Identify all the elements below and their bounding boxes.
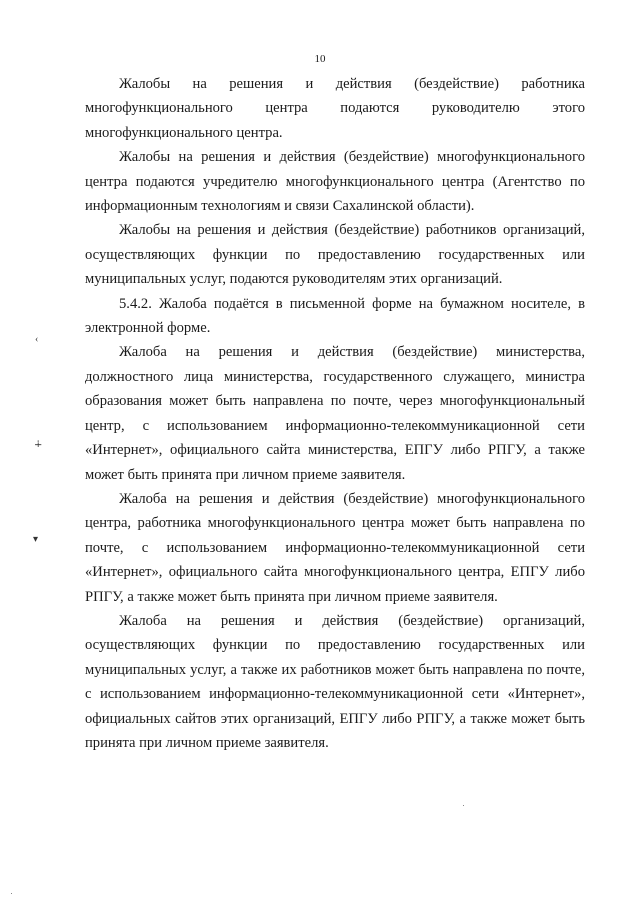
scan-speck	[463, 805, 464, 806]
scan-speck	[11, 893, 12, 894]
paragraph: Жалобы на решения и действия (бездействие) многофункционального центра подаются учредителю многофункционального центра (Агентство по информационным технологиям и связи Сахалинской области).	[85, 149, 585, 215]
paragraph: Жалобы на решения и действия (бездействие) работников организаций, осуществляющих функции по предоставлению государственных или муниципальных услуг, подаются руководителям этих организаций.	[85, 222, 585, 288]
paragraph: Жалоба на решения и действия (бездействие) министерства, должностного лица министерства, государственного служащего, министра образования может быть направлена по почте, через многофункциональный центр, с использованием информационно-телекоммуникационной сети «Интернет», официального сайта министерства, ЕПГУ либо РПГУ, а также может быть принята при личном приеме заявителя.	[85, 344, 585, 483]
margin-mark: ‹	[35, 334, 39, 345]
paragraph: Жалоба на решения и действия (бездействие) многофункционального центра, работника многофункционального центра может быть направлена по почте, с использованием информационно-телекоммуникационной сети «Интернет», официального сайта многофункционального центра, ЕПГУ либо РПГУ, а также может быть принята при личном приеме заявителя.	[85, 490, 585, 605]
paragraph: Жалобы на решения и действия (бездействие) работника многофункционального центра подаются руководителю этого многофункционального центра.	[85, 76, 585, 141]
page-number: 10	[314, 53, 326, 65]
margin-mark: ▾	[33, 534, 39, 545]
paragraph: Жалоба на решения и действия (бездействие) организаций, осуществляющих функции по предоставлению государственных или муниципальных услуг, а также их работников может быть направлена по почте, с использованием информационно-телекоммуникационной сети «Интернет», официальных сайтов этих организаций, ЕПГУ либо РПГУ, а также может быть принята при личном приеме заявителя.	[85, 612, 585, 751]
margin-mark: ∔	[34, 439, 43, 450]
paragraph: 5.4.2. Жалоба подаётся в письменной форме на бумажном носителе, в электронной форме.	[85, 295, 585, 337]
document-body	[85, 72, 585, 755]
